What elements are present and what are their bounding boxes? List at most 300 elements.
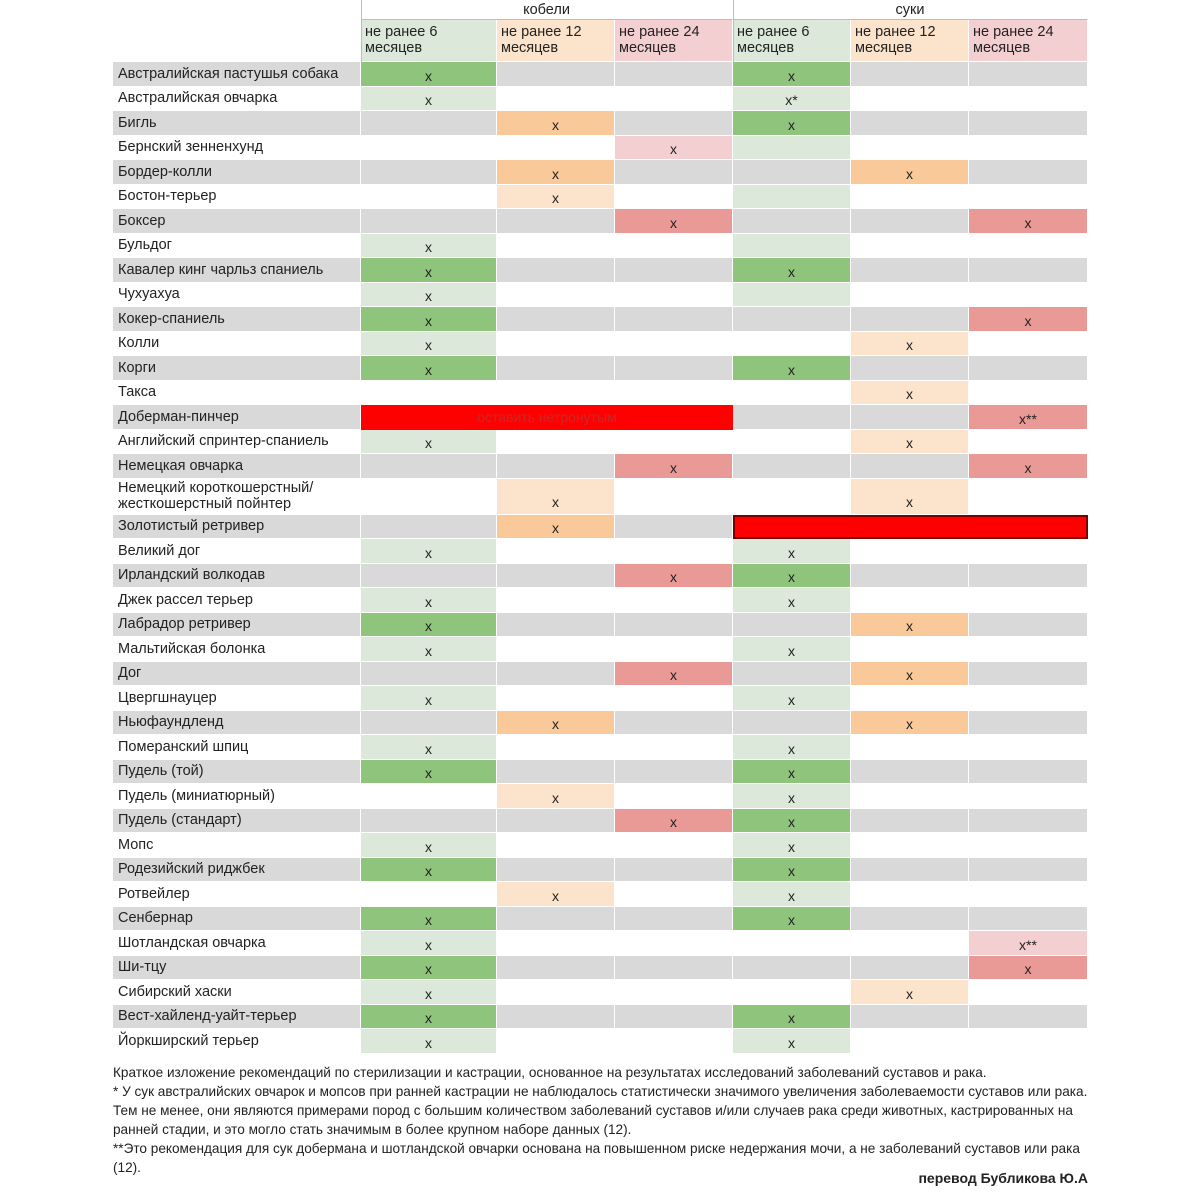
mark-cell — [615, 735, 733, 760]
mark-cell — [969, 136, 1088, 161]
mark-cell — [615, 62, 733, 87]
breed-name: Колли — [113, 332, 361, 357]
mark-cell — [969, 588, 1088, 613]
mark-cell — [969, 858, 1088, 883]
mark-cell — [969, 258, 1088, 283]
table-row — [113, 833, 1088, 858]
table-row — [113, 1029, 1088, 1054]
col-header-female-6: не ранее 6 месяцев — [733, 20, 851, 62]
mark-cell — [733, 381, 851, 406]
mark-cell: x — [969, 454, 1088, 479]
mark-cell — [851, 907, 969, 932]
mark-cell: x — [851, 711, 969, 736]
mark-cell — [733, 931, 851, 956]
mark-cell — [497, 735, 615, 760]
mark-cell: x — [733, 637, 851, 662]
breed-name: Немецкий короткошерстный/ жесткошерстный пойнтер — [113, 479, 361, 515]
mark-cell: x — [361, 613, 497, 638]
mark-cell — [615, 1029, 733, 1054]
mark-cell — [969, 185, 1088, 210]
mark-cell — [615, 539, 733, 564]
table-row — [113, 258, 1088, 283]
mark-cell — [615, 980, 733, 1005]
breed-name: Доберман-пинчер — [113, 405, 361, 430]
mark-cell — [497, 588, 615, 613]
mark-cell — [615, 613, 733, 638]
mark-cell — [733, 307, 851, 332]
breed-name: Ротвейлер — [113, 882, 361, 907]
table-row — [113, 539, 1088, 564]
mark-cell — [497, 307, 615, 332]
mark-cell — [497, 430, 615, 455]
table-row — [113, 454, 1088, 479]
mark-cell: x — [361, 735, 497, 760]
mark-cell: x — [361, 637, 497, 662]
mark-cell — [733, 283, 851, 308]
mark-cell — [969, 882, 1088, 907]
mark-cell: x — [969, 209, 1088, 234]
mark-cell — [851, 356, 969, 381]
mark-cell — [497, 686, 615, 711]
mark-cell: x — [733, 760, 851, 785]
mark-cell — [851, 735, 969, 760]
mark-cell — [851, 234, 969, 259]
note-star: * У сук австралийских овчарок и мопсов при ранней кастрации не наблюдалось статистически значимого увеличения заболеваемости суставов или рака. Тем не менее, они являются примерами пород с большим количеством заболеваний суставов и/или случаев рака среди животных, кастрированных на ранней стадии, и это могло стать значимым в более крупном наборе данных (12). — [113, 1084, 1088, 1137]
mark-cell: x — [733, 686, 851, 711]
mark-cell — [615, 160, 733, 185]
mark-cell — [615, 111, 733, 136]
mark-cell — [497, 258, 615, 283]
table-row — [113, 882, 1088, 907]
mark-cell — [733, 332, 851, 357]
breed-name: Померанский шпиц — [113, 735, 361, 760]
leave-intact-bar: оставить нетронутым — [361, 405, 733, 430]
mark-cell — [497, 907, 615, 932]
mark-cell — [497, 956, 615, 981]
mark-cell — [615, 515, 733, 540]
table-row — [113, 637, 1088, 662]
mark-cell — [615, 907, 733, 932]
mark-cell — [969, 62, 1088, 87]
table-row — [113, 381, 1088, 406]
table-row — [113, 564, 1088, 589]
mark-cell — [733, 160, 851, 185]
mark-cell — [615, 882, 733, 907]
table-row — [113, 980, 1088, 1005]
table-row — [113, 209, 1088, 234]
table-row — [113, 931, 1088, 956]
translator-credit: перевод Бубликова Ю.А — [918, 1170, 1088, 1186]
breed-name: Сенбернар — [113, 907, 361, 932]
table-row — [113, 662, 1088, 687]
mark-cell — [733, 711, 851, 736]
mark-cell: x — [851, 430, 969, 455]
breed-name: Бостон-терьер — [113, 185, 361, 210]
breed-name: Вест-хайленд-уайт-терьер — [113, 1005, 361, 1030]
mark-cell — [497, 381, 615, 406]
mark-cell: x — [497, 515, 615, 540]
mark-cell: x — [733, 882, 851, 907]
mark-cell: x — [733, 833, 851, 858]
mark-cell: x — [851, 662, 969, 687]
mark-cell — [497, 760, 615, 785]
mark-cell: x — [851, 980, 969, 1005]
mark-cell — [851, 454, 969, 479]
table-row — [113, 160, 1088, 185]
mark-cell — [851, 62, 969, 87]
mark-cell: x — [361, 588, 497, 613]
mark-cell: x — [361, 234, 497, 259]
table-row — [113, 405, 1088, 430]
table-row — [113, 185, 1088, 210]
mark-cell — [733, 209, 851, 234]
mark-cell — [969, 711, 1088, 736]
mark-cell — [969, 111, 1088, 136]
table-row — [113, 136, 1088, 161]
mark-cell: x — [851, 381, 969, 406]
breed-name: Бульдог — [113, 234, 361, 259]
mark-cell — [497, 356, 615, 381]
mark-cell — [851, 405, 969, 430]
corner-cell — [113, 0, 361, 20]
mark-cell — [361, 381, 497, 406]
mark-cell: x — [969, 307, 1088, 332]
mark-cell — [733, 430, 851, 455]
breed-name: Мальтийская болонка — [113, 637, 361, 662]
mark-cell: x — [851, 479, 969, 515]
mark-cell — [733, 613, 851, 638]
mark-cell — [497, 980, 615, 1005]
mark-cell — [851, 258, 969, 283]
table-row — [113, 956, 1088, 981]
group-females: суки — [733, 0, 1088, 20]
col-header-male-12: не ранее 12 месяцев — [497, 20, 615, 62]
mark-cell — [851, 637, 969, 662]
mark-cell — [497, 564, 615, 589]
mark-cell — [497, 833, 615, 858]
mark-cell — [969, 784, 1088, 809]
breed-name: Ньюфаундленд — [113, 711, 361, 736]
mark-cell: x** — [969, 405, 1088, 430]
breed-name: Ирландский волкодав — [113, 564, 361, 589]
mark-cell — [851, 784, 969, 809]
table-row — [113, 711, 1088, 736]
mark-cell — [969, 381, 1088, 406]
mark-cell — [615, 307, 733, 332]
mark-cell — [361, 662, 497, 687]
mark-cell: x — [361, 283, 497, 308]
mark-cell — [851, 833, 969, 858]
mark-cell — [361, 809, 497, 834]
mark-cell — [361, 479, 497, 515]
table-row — [113, 907, 1088, 932]
mark-cell — [733, 234, 851, 259]
mark-cell — [497, 637, 615, 662]
mark-cell: x — [733, 1029, 851, 1054]
mark-cell: x — [733, 539, 851, 564]
breed-name: Такса — [113, 381, 361, 406]
mark-cell — [969, 980, 1088, 1005]
breed-name: Пудель (стандарт) — [113, 809, 361, 834]
table-row — [113, 686, 1088, 711]
mark-cell — [851, 882, 969, 907]
mark-cell — [733, 980, 851, 1005]
group-males: кобели — [361, 0, 733, 20]
mark-cell: x — [361, 307, 497, 332]
mark-cell — [615, 283, 733, 308]
table-row — [113, 87, 1088, 112]
mark-cell: x — [361, 858, 497, 883]
mark-cell — [851, 760, 969, 785]
mark-cell — [497, 87, 615, 112]
mark-cell — [733, 479, 851, 515]
mark-cell: x — [733, 784, 851, 809]
mark-cell — [615, 858, 733, 883]
mark-cell — [969, 637, 1088, 662]
mark-cell: x — [361, 907, 497, 932]
mark-cell — [361, 160, 497, 185]
mark-cell — [733, 956, 851, 981]
breed-name: Лабрадор ретривер — [113, 613, 361, 638]
mark-cell — [969, 539, 1088, 564]
mark-cell — [733, 136, 851, 161]
mark-cell: x — [969, 956, 1088, 981]
red-merged-bar — [733, 515, 1088, 540]
mark-cell: x — [361, 332, 497, 357]
mark-cell — [615, 931, 733, 956]
mark-cell: x — [733, 907, 851, 932]
mark-cell — [497, 662, 615, 687]
table-row — [113, 430, 1088, 455]
table-row — [113, 809, 1088, 834]
table-row — [113, 515, 1088, 540]
mark-cell: x — [733, 588, 851, 613]
mark-cell — [497, 454, 615, 479]
mark-cell — [733, 185, 851, 210]
mark-cell: x — [733, 809, 851, 834]
table-row — [113, 234, 1088, 259]
breed-name: Бигль — [113, 111, 361, 136]
mark-cell — [969, 735, 1088, 760]
mark-cell: x — [851, 613, 969, 638]
mark-cell — [969, 332, 1088, 357]
breed-name: Цвергшнауцер — [113, 686, 361, 711]
mark-cell — [969, 1005, 1088, 1030]
mark-cell — [361, 185, 497, 210]
breed-name: Немецкая овчарка — [113, 454, 361, 479]
mark-cell — [615, 711, 733, 736]
group-divider-middle — [733, 0, 734, 62]
mark-cell — [851, 539, 969, 564]
footnotes — [113, 1063, 1103, 1177]
mark-cell — [497, 332, 615, 357]
mark-cell — [497, 1005, 615, 1030]
mark-cell — [733, 662, 851, 687]
mark-cell: x — [733, 356, 851, 381]
breed-name: Великий дог — [113, 539, 361, 564]
mark-cell — [969, 662, 1088, 687]
mark-cell — [733, 405, 851, 430]
breed-name: Сибирский хаски — [113, 980, 361, 1005]
breed-name: Пудель (той) — [113, 760, 361, 785]
mark-cell — [851, 111, 969, 136]
mark-cell: x* — [733, 87, 851, 112]
table-row — [113, 283, 1088, 308]
table-row — [113, 613, 1088, 638]
mark-cell — [615, 258, 733, 283]
table-body — [113, 62, 1088, 1054]
col-header-female-24: не ранее 24 месяцев — [969, 20, 1088, 62]
mark-cell — [497, 234, 615, 259]
mark-cell: x — [361, 62, 497, 87]
mark-cell — [969, 160, 1088, 185]
mark-cell: x — [361, 956, 497, 981]
breed-name: Корги — [113, 356, 361, 381]
table-row — [113, 332, 1088, 357]
mark-cell — [615, 956, 733, 981]
group-header-row — [113, 0, 1088, 20]
mark-cell: x — [497, 882, 615, 907]
breed-name: Дог — [113, 662, 361, 687]
breed-name: Шотландская овчарка — [113, 931, 361, 956]
mark-cell: x — [497, 479, 615, 515]
table-row — [113, 307, 1088, 332]
mark-cell: x — [851, 160, 969, 185]
breed-name: Австралийская пастушья собака — [113, 62, 361, 87]
mark-cell — [615, 356, 733, 381]
mark-cell — [361, 564, 497, 589]
breed-name: Ши-тцу — [113, 956, 361, 981]
note-summary: Краткое изложение рекомендаций по стерилизации и кастрации, основанное на результатах исследований заболеваний суставов и рака. — [113, 1065, 987, 1080]
mark-cell: x — [497, 185, 615, 210]
mark-cell — [497, 209, 615, 234]
note-double-star: **Это рекомендация для сук добермана и шотландской овчарки основана на повышенном риске недержания мочи, а не заболеваний суставов или рака (12). — [113, 1141, 1080, 1175]
mark-cell — [615, 185, 733, 210]
mark-cell: x — [361, 356, 497, 381]
mark-cell — [851, 307, 969, 332]
mark-cell: x — [615, 136, 733, 161]
mark-cell — [497, 931, 615, 956]
table-row — [113, 588, 1088, 613]
mark-cell: x — [615, 454, 733, 479]
mark-cell — [851, 564, 969, 589]
table-row — [113, 858, 1088, 883]
mark-cell — [851, 858, 969, 883]
mark-cell — [615, 479, 733, 515]
mark-cell — [969, 833, 1088, 858]
mark-cell — [497, 858, 615, 883]
mark-cell: x — [361, 87, 497, 112]
mark-cell: x — [615, 564, 733, 589]
mark-cell — [851, 1005, 969, 1030]
column-header-row — [113, 20, 1088, 62]
mark-cell — [497, 136, 615, 161]
mark-cell: x — [733, 62, 851, 87]
mark-cell — [615, 760, 733, 785]
breed-name: Английский спринтер-спаниель — [113, 430, 361, 455]
mark-cell — [969, 234, 1088, 259]
mark-cell — [361, 711, 497, 736]
mark-cell: x — [497, 784, 615, 809]
mark-cell — [615, 381, 733, 406]
breed-name: Мопс — [113, 833, 361, 858]
mark-cell: x — [851, 332, 969, 357]
mark-cell: x — [361, 430, 497, 455]
mark-cell — [969, 283, 1088, 308]
mark-cell — [969, 87, 1088, 112]
mark-cell — [361, 784, 497, 809]
table-row — [113, 356, 1088, 381]
mark-cell — [497, 539, 615, 564]
mark-cell: x — [733, 564, 851, 589]
mark-cell — [615, 1005, 733, 1030]
table-row — [113, 735, 1088, 760]
mark-cell — [969, 1029, 1088, 1054]
mark-cell — [361, 515, 497, 540]
mark-cell: x — [361, 980, 497, 1005]
mark-cell — [969, 809, 1088, 834]
mark-cell — [361, 454, 497, 479]
col-header-male-24: не ранее 24 месяцев — [615, 20, 733, 62]
group-divider-left — [361, 0, 362, 62]
breed-name: Джек рассел терьер — [113, 588, 361, 613]
mark-cell — [615, 588, 733, 613]
mark-cell: x** — [969, 931, 1088, 956]
mark-cell — [615, 87, 733, 112]
breed-name: Бернский зенненхунд — [113, 136, 361, 161]
mark-cell: x — [615, 209, 733, 234]
col-header-female-12: не ранее 12 месяцев — [851, 20, 969, 62]
mark-cell: x — [497, 711, 615, 736]
mark-cell — [969, 430, 1088, 455]
mark-cell: x — [733, 258, 851, 283]
mark-cell — [969, 356, 1088, 381]
breed-name: Йоркширский терьер — [113, 1029, 361, 1054]
mark-cell — [615, 686, 733, 711]
breed-name: Родезийский риджбек — [113, 858, 361, 883]
mark-cell — [969, 564, 1088, 589]
mark-cell — [851, 185, 969, 210]
table-row — [113, 62, 1088, 87]
breed-name: Чухуахуа — [113, 283, 361, 308]
mark-cell — [615, 234, 733, 259]
mark-cell — [497, 613, 615, 638]
mark-cell — [615, 430, 733, 455]
table-row — [113, 1005, 1088, 1030]
mark-cell: x — [361, 258, 497, 283]
mark-cell — [969, 686, 1088, 711]
mark-cell — [851, 956, 969, 981]
mark-cell: x — [361, 1029, 497, 1054]
col-header-male-6: не ранее 6 месяцев — [361, 20, 497, 62]
breed-name: Бордер-колли — [113, 160, 361, 185]
corner-cell-2 — [113, 20, 361, 62]
mark-cell — [969, 760, 1088, 785]
mark-cell — [497, 283, 615, 308]
mark-cell — [733, 454, 851, 479]
mark-cell — [361, 136, 497, 161]
mark-cell: x — [733, 735, 851, 760]
mark-cell — [615, 332, 733, 357]
breed-name: Боксер — [113, 209, 361, 234]
table-row — [113, 784, 1088, 809]
mark-cell: x — [733, 111, 851, 136]
mark-cell: x — [733, 1005, 851, 1030]
mark-cell — [851, 931, 969, 956]
mark-cell — [497, 1029, 615, 1054]
mark-cell — [615, 637, 733, 662]
mark-cell — [615, 833, 733, 858]
